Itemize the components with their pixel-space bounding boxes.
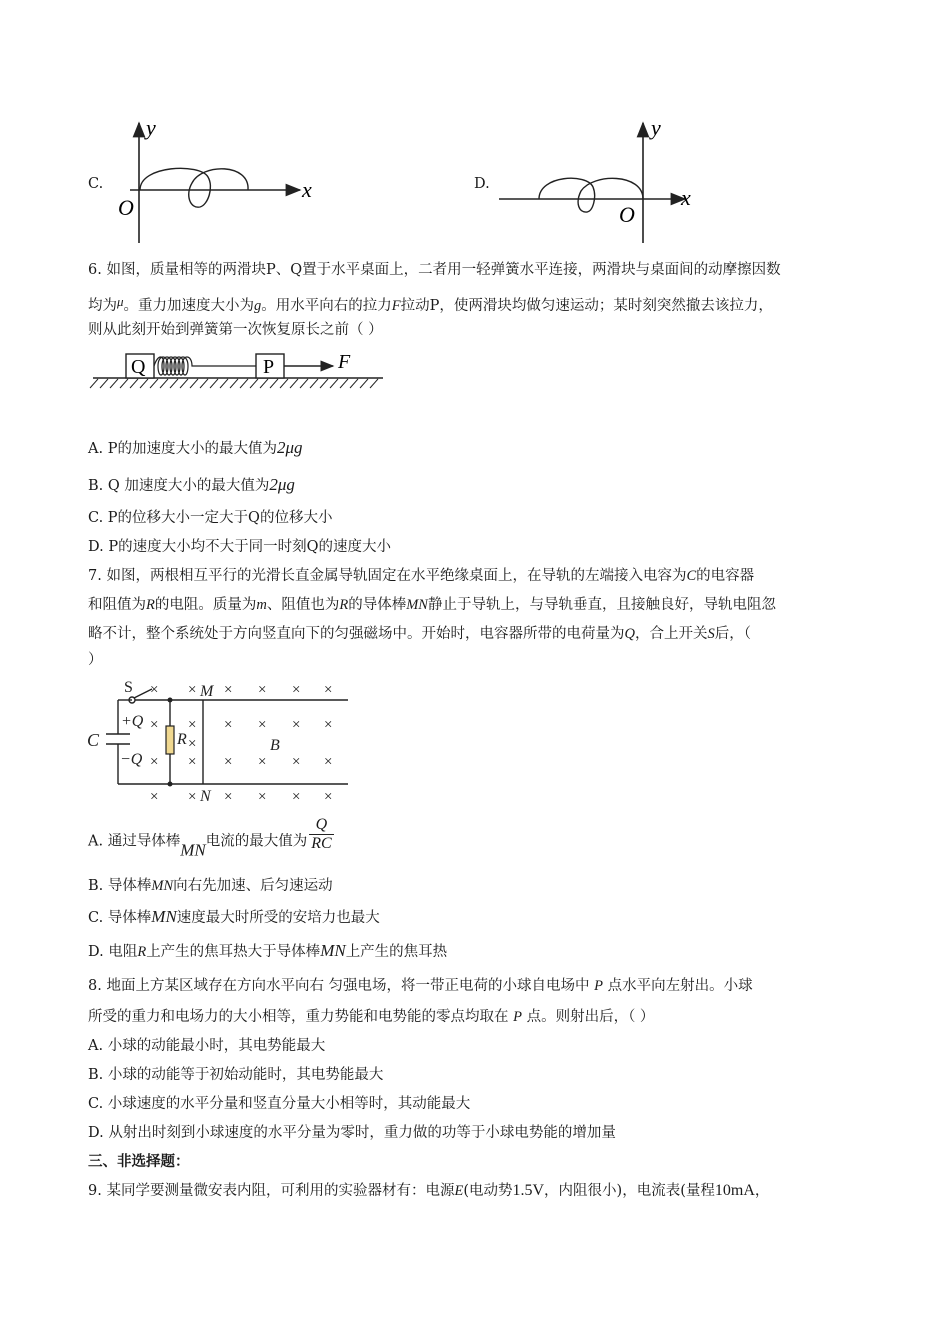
- q7-option-b: B. 导体棒MN向右先加速、后匀速运动: [88, 878, 333, 894]
- field-mark: ×: [292, 682, 301, 698]
- field-mark: ×: [150, 682, 159, 698]
- field-mark: ×: [188, 682, 197, 698]
- block-p-label: P: [263, 356, 275, 378]
- spring: [154, 357, 256, 375]
- charge-plus: +Q: [121, 713, 144, 730]
- q7-option-c: C. 导体棒MN速度最大时所受的安培力也最大: [88, 907, 380, 926]
- field-mark: ×: [292, 754, 301, 770]
- force-label: F: [338, 351, 351, 373]
- q6-option-d: D. P的速度大小均不大于同一时刻Q的速度大小: [88, 539, 391, 555]
- field-mark: ×: [258, 789, 267, 805]
- field-mark: ×: [292, 717, 301, 733]
- graph-d-y: y: [651, 115, 661, 140]
- graph-d-x: x: [681, 185, 691, 210]
- field-mark: ×: [150, 754, 159, 770]
- field-mark: ×: [224, 717, 233, 733]
- q7-circuit-figure: [84, 676, 364, 806]
- field-mark: ×: [324, 754, 333, 770]
- field-mark: ×: [258, 682, 267, 698]
- field-mark: ×: [188, 736, 197, 752]
- graph-c-x: x: [302, 177, 312, 202]
- field-mark: ×: [324, 789, 333, 805]
- q7-stem-line2: 和阻值为R的电阻。质量为m、阻值也为R的导体棒MN静止于导轨上，与导轨垂直，且接触良好，导轨电阻忽: [88, 597, 776, 613]
- option-d-label: D.: [474, 176, 490, 192]
- graph-d: [495, 115, 705, 250]
- charge-minus: −Q: [120, 751, 143, 768]
- q8-option-a: A. 小球的动能最小时，其电势能最大: [88, 1038, 326, 1054]
- graph-c-origin: O: [118, 195, 134, 220]
- q9-stem-line1: 9. 某同学要测量微安表内阻，可利用的实验器材有：电源E(电动势1.5V，内阻很小)，电流表(量程10mA，: [88, 1182, 770, 1199]
- fraction-q-over-rc: $\frac{Q}{RC}$: [311, 816, 332, 852]
- q6-stem-line3: 则从此刻开始到弹簧第一次恢复原长之前（ ）: [88, 322, 383, 338]
- graph-d-origin: O: [619, 202, 635, 227]
- field-mark: ×: [150, 789, 159, 805]
- q7-option-d: D. 电阻R上产生的焦耳热大于导体棒MN上产生的焦耳热: [88, 941, 448, 960]
- q6-stem-line2: 均为μ。重力加速度大小为g。用水平向右的拉力F拉动P，使两滑块均做匀速运动；某时刻突然撤去该拉力，: [88, 294, 773, 314]
- q6-option-c: C. P的位移大小一定大于Q的位移大小: [88, 510, 333, 526]
- field-mark: ×: [150, 717, 159, 733]
- q7-stem-line3: 略不计，整个系统处于方向竖直向下的匀强磁场中。开始时，电容器所带的电荷量为Q，合上开关S后，（: [88, 626, 751, 642]
- resistor: [166, 726, 174, 754]
- field-mark: ×: [324, 717, 333, 733]
- graph-c: [110, 115, 320, 250]
- field-mark: ×: [258, 717, 267, 733]
- q8-stem-line2: 所受的重力和电场力的大小相等，重力势能和电势能的零点均取在 P 点。则射出后，（ ）: [88, 1009, 655, 1025]
- field-label-b: B: [270, 737, 280, 754]
- field-mark: ×: [224, 754, 233, 770]
- field-mark: ×: [188, 754, 197, 770]
- field-mark: ×: [258, 754, 267, 770]
- graph-c-y: y: [146, 115, 156, 140]
- q7-stem-line1: 7. 如图，两根相互平行的光滑长直金属导轨固定在水平绝缘桌面上，在导轨的左端接入电容为C的电容器: [88, 568, 755, 584]
- q8-option-b: B. 小球的动能等于初始动能时，其电势能最大: [88, 1067, 384, 1083]
- field-mark: ×: [324, 682, 333, 698]
- option-c-label: C.: [88, 176, 104, 192]
- field-mark: ×: [224, 789, 233, 805]
- q6-figure: [88, 346, 388, 396]
- section-heading: 三、非选择题：: [88, 1153, 190, 1170]
- block-q-label: Q: [131, 356, 146, 378]
- q6-option-b: B. Q 加速度大小的最大值为2μg: [88, 475, 295, 494]
- resistor-label: R: [177, 731, 187, 748]
- q8-stem-line1: 8. 地面上方某区域存在方向水平向右 匀强电场，将一带正电荷的小球自电场中 P 点水平向左射出。小球: [88, 978, 753, 994]
- rail-label-m: M: [200, 683, 214, 700]
- capacitor-label: C: [87, 730, 100, 750]
- q7-option-a: A. 通过导体棒MN电流的最大值为 $\frac{Q}{RC}$: [88, 816, 332, 860]
- q6-stem-line1: 6. 如图，质量相等的两滑块P、Q置于水平桌面上，二者用一轻弹簧水平连接，两滑块与桌面间的动摩擦因数: [88, 262, 781, 278]
- field-mark: ×: [188, 789, 197, 805]
- q6-option-a: A. P的加速度大小的最大值为2μg: [88, 438, 303, 457]
- switch-label: S: [124, 679, 133, 696]
- q8-option-c: C. 小球速度的水平分量和竖直分量大小相等时，其动能最大: [88, 1096, 471, 1112]
- q7-stem-line4: ）: [88, 652, 103, 668]
- field-mark: ×: [224, 682, 233, 698]
- field-mark: ×: [188, 717, 197, 733]
- q8-option-d: D. 从射出时刻到小球速度的水平分量为零时，重力做的功等于小球电势能的增加量: [88, 1125, 616, 1141]
- field-mark: ×: [292, 789, 301, 805]
- rail-label-n: N: [200, 788, 211, 805]
